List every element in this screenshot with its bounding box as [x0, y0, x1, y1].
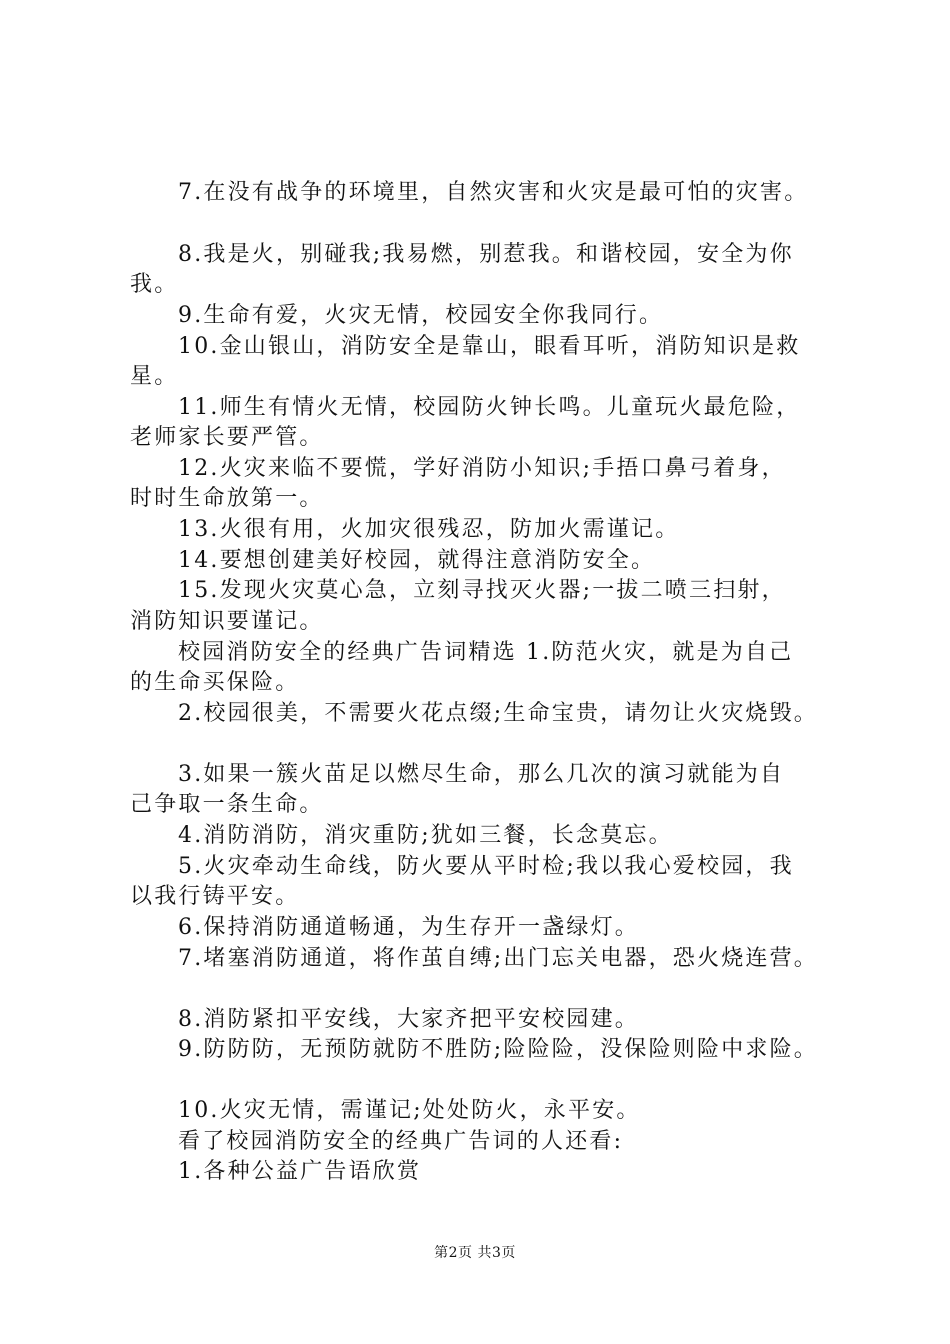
text-line: 9.防防防，无预防就防不胜防;险险险，没保险则险中求险。: [178, 1037, 819, 1062]
text-line: 4.消防消防，消灾重防;犹如三餐，长念莫忘。: [178, 823, 673, 848]
text-line: 14.要想创建美好校园，就得注意消防安全。: [178, 548, 656, 573]
text-line: 7.在没有战争的环境里，自然灾害和火灾是最可怕的灾害。: [178, 180, 809, 205]
text-line: 8.我是火，别碰我;我易燃，别惹我。和谐校园，安全为你: [178, 242, 794, 267]
text-line: 看了校园消防安全的经典广告词的人还看:: [178, 1129, 624, 1154]
text-line: 11.师生有情火无情，校园防火钟长鸣。儿童玩火最危险，: [178, 395, 801, 420]
text-line: 时时生命放第一。: [130, 486, 324, 511]
text-line: 9.生命有爱，火灾无情，校园安全你我同行。: [178, 303, 664, 328]
text-line: 12.火灾来临不要慌，学好消防小知识;手捂口鼻弓着身，: [178, 456, 786, 481]
text-line: 老师家长要严管。: [130, 425, 324, 450]
text-line: 5.火灾牵动生命线，防火要从平时检;我以我心爱校园，我: [178, 854, 794, 879]
text-line: 2.校园很美，不需要火花点缀;生命宝贵，请勿让火灾烧毁。: [178, 701, 819, 726]
text-line: 8.消防紧扣平安线，大家齐把平安校园建。: [178, 1007, 639, 1032]
text-line: 的生命买保险。: [130, 670, 300, 695]
text-line: 校园消防安全的经典广告词精选 1.防范火灾，就是为自己: [178, 640, 794, 665]
text-line: 10.金山银山，消防安全是靠山，眼看耳听，消防知识是救: [178, 334, 801, 359]
text-line: 1.各种公益广告语欣赏: [178, 1159, 422, 1184]
text-line: 己争取一条生命。: [130, 792, 324, 817]
text-line: 星。: [130, 364, 179, 389]
text-line: 7.堵塞消防通道，将作茧自缚;出门忘关电器，恐火烧连营。: [178, 946, 819, 971]
text-line: 3.如果一簇火苗足以燃尽生命，那么几次的演习就能为自: [178, 762, 785, 787]
text-line: 15.发现火灾莫心急，立刻寻找灭火器;一拔二喷三扫射，: [178, 578, 786, 603]
text-line: 13.火很有用，火加灾很残忍，防加火需谨记。: [178, 517, 680, 542]
page-footer: 第2页 共3页: [434, 1245, 516, 1261]
text-line: 6.保持消防通道畅通，为生存开一盏绿灯。: [178, 915, 639, 940]
text-line: 消防知识要谨记。: [130, 609, 324, 634]
text-line: 我。: [130, 272, 179, 297]
text-line: 以我行铸平安。: [130, 884, 300, 909]
text-line: 10.火灾无情，需谨记;处处防火，永平安。: [178, 1098, 641, 1123]
